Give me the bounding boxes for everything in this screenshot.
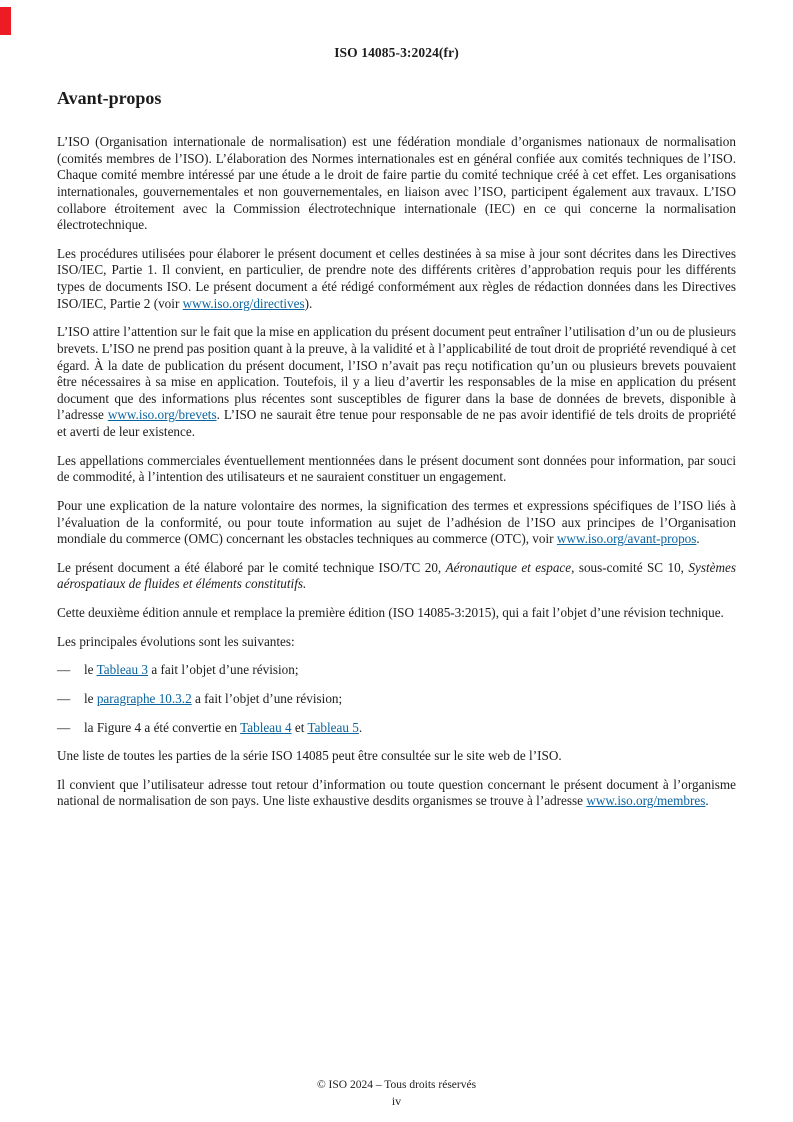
paragraph-wto bbox=[57, 498, 736, 548]
text-run: Cette deuxième édition annule et remplace la première édition (ISO 14085-3:2015), qui a fait l’objet d’une révision technique. bbox=[57, 605, 724, 620]
hyperlink[interactable]: Tableau 5 bbox=[307, 719, 359, 735]
text-run: et bbox=[291, 719, 308, 735]
paragraph-series-list bbox=[57, 748, 736, 765]
page-number: iv bbox=[391, 1094, 402, 1108]
list-item bbox=[57, 720, 736, 737]
text-run: , sous-comité SC 10, bbox=[571, 559, 689, 575]
text-run: le bbox=[84, 690, 97, 706]
hyperlink[interactable]: paragraphe 10.3.2 bbox=[96, 690, 192, 706]
text-run: . bbox=[696, 531, 700, 547]
text-run: . bbox=[705, 793, 709, 809]
italic-text: Aéronautique et espace bbox=[445, 559, 572, 575]
italic-text: Systèmes aérospatiaux de fluides et éléments constitutifs. bbox=[57, 559, 736, 592]
paragraph-committee bbox=[57, 560, 736, 593]
foreword-body bbox=[57, 134, 736, 810]
list-item bbox=[57, 662, 736, 679]
text-run: Le présent document a été élaboré par le comité technique ISO/TC 20, bbox=[57, 559, 446, 575]
document-reference-header: ISO 14085-3:2024(fr) bbox=[334, 45, 459, 60]
paragraph-trade-names bbox=[57, 453, 736, 486]
paragraph-changes-intro bbox=[57, 634, 736, 651]
text-run: ). bbox=[304, 295, 313, 311]
text-run: Pour une explication de la nature volontaire des normes, la signification des termes et expressions spécifiques de l’ISO liés à l’évaluation de la conformité, ou pour toute information au sujet de l’adhésion de l’ISO aux principes de l’Organisation mondiale du commerce (OMC) concernant les obstacles techniques au commerce (OTC), voir bbox=[57, 497, 736, 547]
hyperlink[interactable]: Tableau 3 bbox=[96, 662, 149, 678]
text-run: . bbox=[358, 719, 363, 735]
list-dash: — bbox=[57, 662, 71, 678]
foreword-title: Avant-propos bbox=[57, 88, 162, 108]
text-run: Les principales évolutions sont les suivantes: bbox=[57, 633, 295, 649]
text-run: Les appellations commerciales éventuellement mentionnées dans le présent document sont données pour information, par souci de commodité, à l’intention des utilisateurs et ne sauraient constituer un engagement. bbox=[57, 452, 736, 485]
text-run: a fait l’objet d’une révision; bbox=[191, 690, 343, 706]
hyperlink[interactable]: Tableau 4 bbox=[240, 719, 292, 735]
text-run: Les procédures utilisées pour élaborer le présent document et celles destinées à sa mise à jour sont décrites dans les Directives ISO/IEC, Partie 1. Il convient, en particulier, de prendre note des différents critères d’approbation requis pour les différents types de documents ISO. Le présent document a été rédigé conformément aux règles de rédaction données dans les Directives ISO/IEC, Partie 2 (voir bbox=[57, 245, 736, 311]
text-run: le bbox=[84, 662, 97, 678]
revision-list bbox=[57, 662, 736, 736]
list-item-text bbox=[84, 691, 736, 708]
text-run: L’ISO (Organisation internationale de normalisation) est une fédération mondiale d’organismes nationaux de normalisation (comités membres de l’ISO). L’élaboration des Normes internationales est en général confiée aux comités techniques de l’ISO. Chaque comité membre intéressé par une étude a le droit de faire partie du comité technique créé à cet effet. Les organisations internationales, gouvernementales et non gouvernementales, en liaison avec l’ISO, participent également aux travaux. L’ISO collabore étroitement avec la Commission électrotechnique internationale (IEC) en ce qui concerne la normalisation électrotechnique. bbox=[57, 134, 736, 233]
paragraph-edition bbox=[57, 605, 736, 622]
list-item-text bbox=[84, 662, 736, 679]
list-item bbox=[57, 691, 736, 708]
list-dash: — bbox=[57, 719, 71, 735]
copyright-notice: © ISO 2024 – Tous droits réservés bbox=[316, 1079, 477, 1091]
text-run: Une liste de toutes les parties de la série ISO 14085 peut être consultée sur le site web de l’ISO. bbox=[57, 748, 562, 764]
paragraph-iso-intro bbox=[57, 134, 736, 234]
paragraph-feedback bbox=[57, 777, 736, 810]
hyperlink[interactable]: www.iso.org/avant-propos bbox=[556, 531, 697, 547]
hyperlink[interactable]: www.iso.org/directives bbox=[182, 295, 305, 311]
paragraph-patents bbox=[57, 324, 736, 440]
text-run: L’ISO attire l’attention sur le fait que la mise en application du présent document peut entraîner l’utilisation d’un ou de plusieurs brevets. L’ISO ne prend pas position quant à la preuve, à la validité et à l’applicabilité de tout droit de propriété revendiqué à cet égard. À la date de publication du présent document, l’ISO n’avait pas reçu notification qu’un ou plusieurs brevets pouvaient être nécessaires à sa mise en application. Toutefois, il y a lieu d’avertir les responsables de la mise en application du présent document que des informations plus récentes sont susceptibles de figurer dans la base de données de brevets, disponible à l’adresse bbox=[57, 324, 736, 423]
page-footer bbox=[0, 1079, 793, 1109]
hyperlink[interactable]: www.iso.org/brevets bbox=[107, 407, 217, 423]
hyperlink[interactable]: www.iso.org/membres bbox=[586, 793, 706, 809]
page-edge-marker bbox=[0, 7, 11, 35]
list-item-text bbox=[84, 720, 736, 737]
paragraph-procedures bbox=[57, 246, 736, 313]
list-dash: — bbox=[57, 690, 71, 706]
text-run: Il convient que l’utilisateur adresse tout retour d’information ou toute question concernant le présent document à l’organisme national de normalisation de son pays. Une liste exhaustive desdits organismes se trouve à l’adresse bbox=[57, 776, 736, 809]
text-run: . L’ISO ne saurait être tenue pour responsable de ne pas avoir identifié de tels droits de propriété et averti de leur existence. bbox=[57, 407, 736, 439]
text-run: la Figure 4 a été convertie en bbox=[84, 719, 241, 735]
text-run: a fait l’objet d’une révision; bbox=[148, 662, 299, 678]
